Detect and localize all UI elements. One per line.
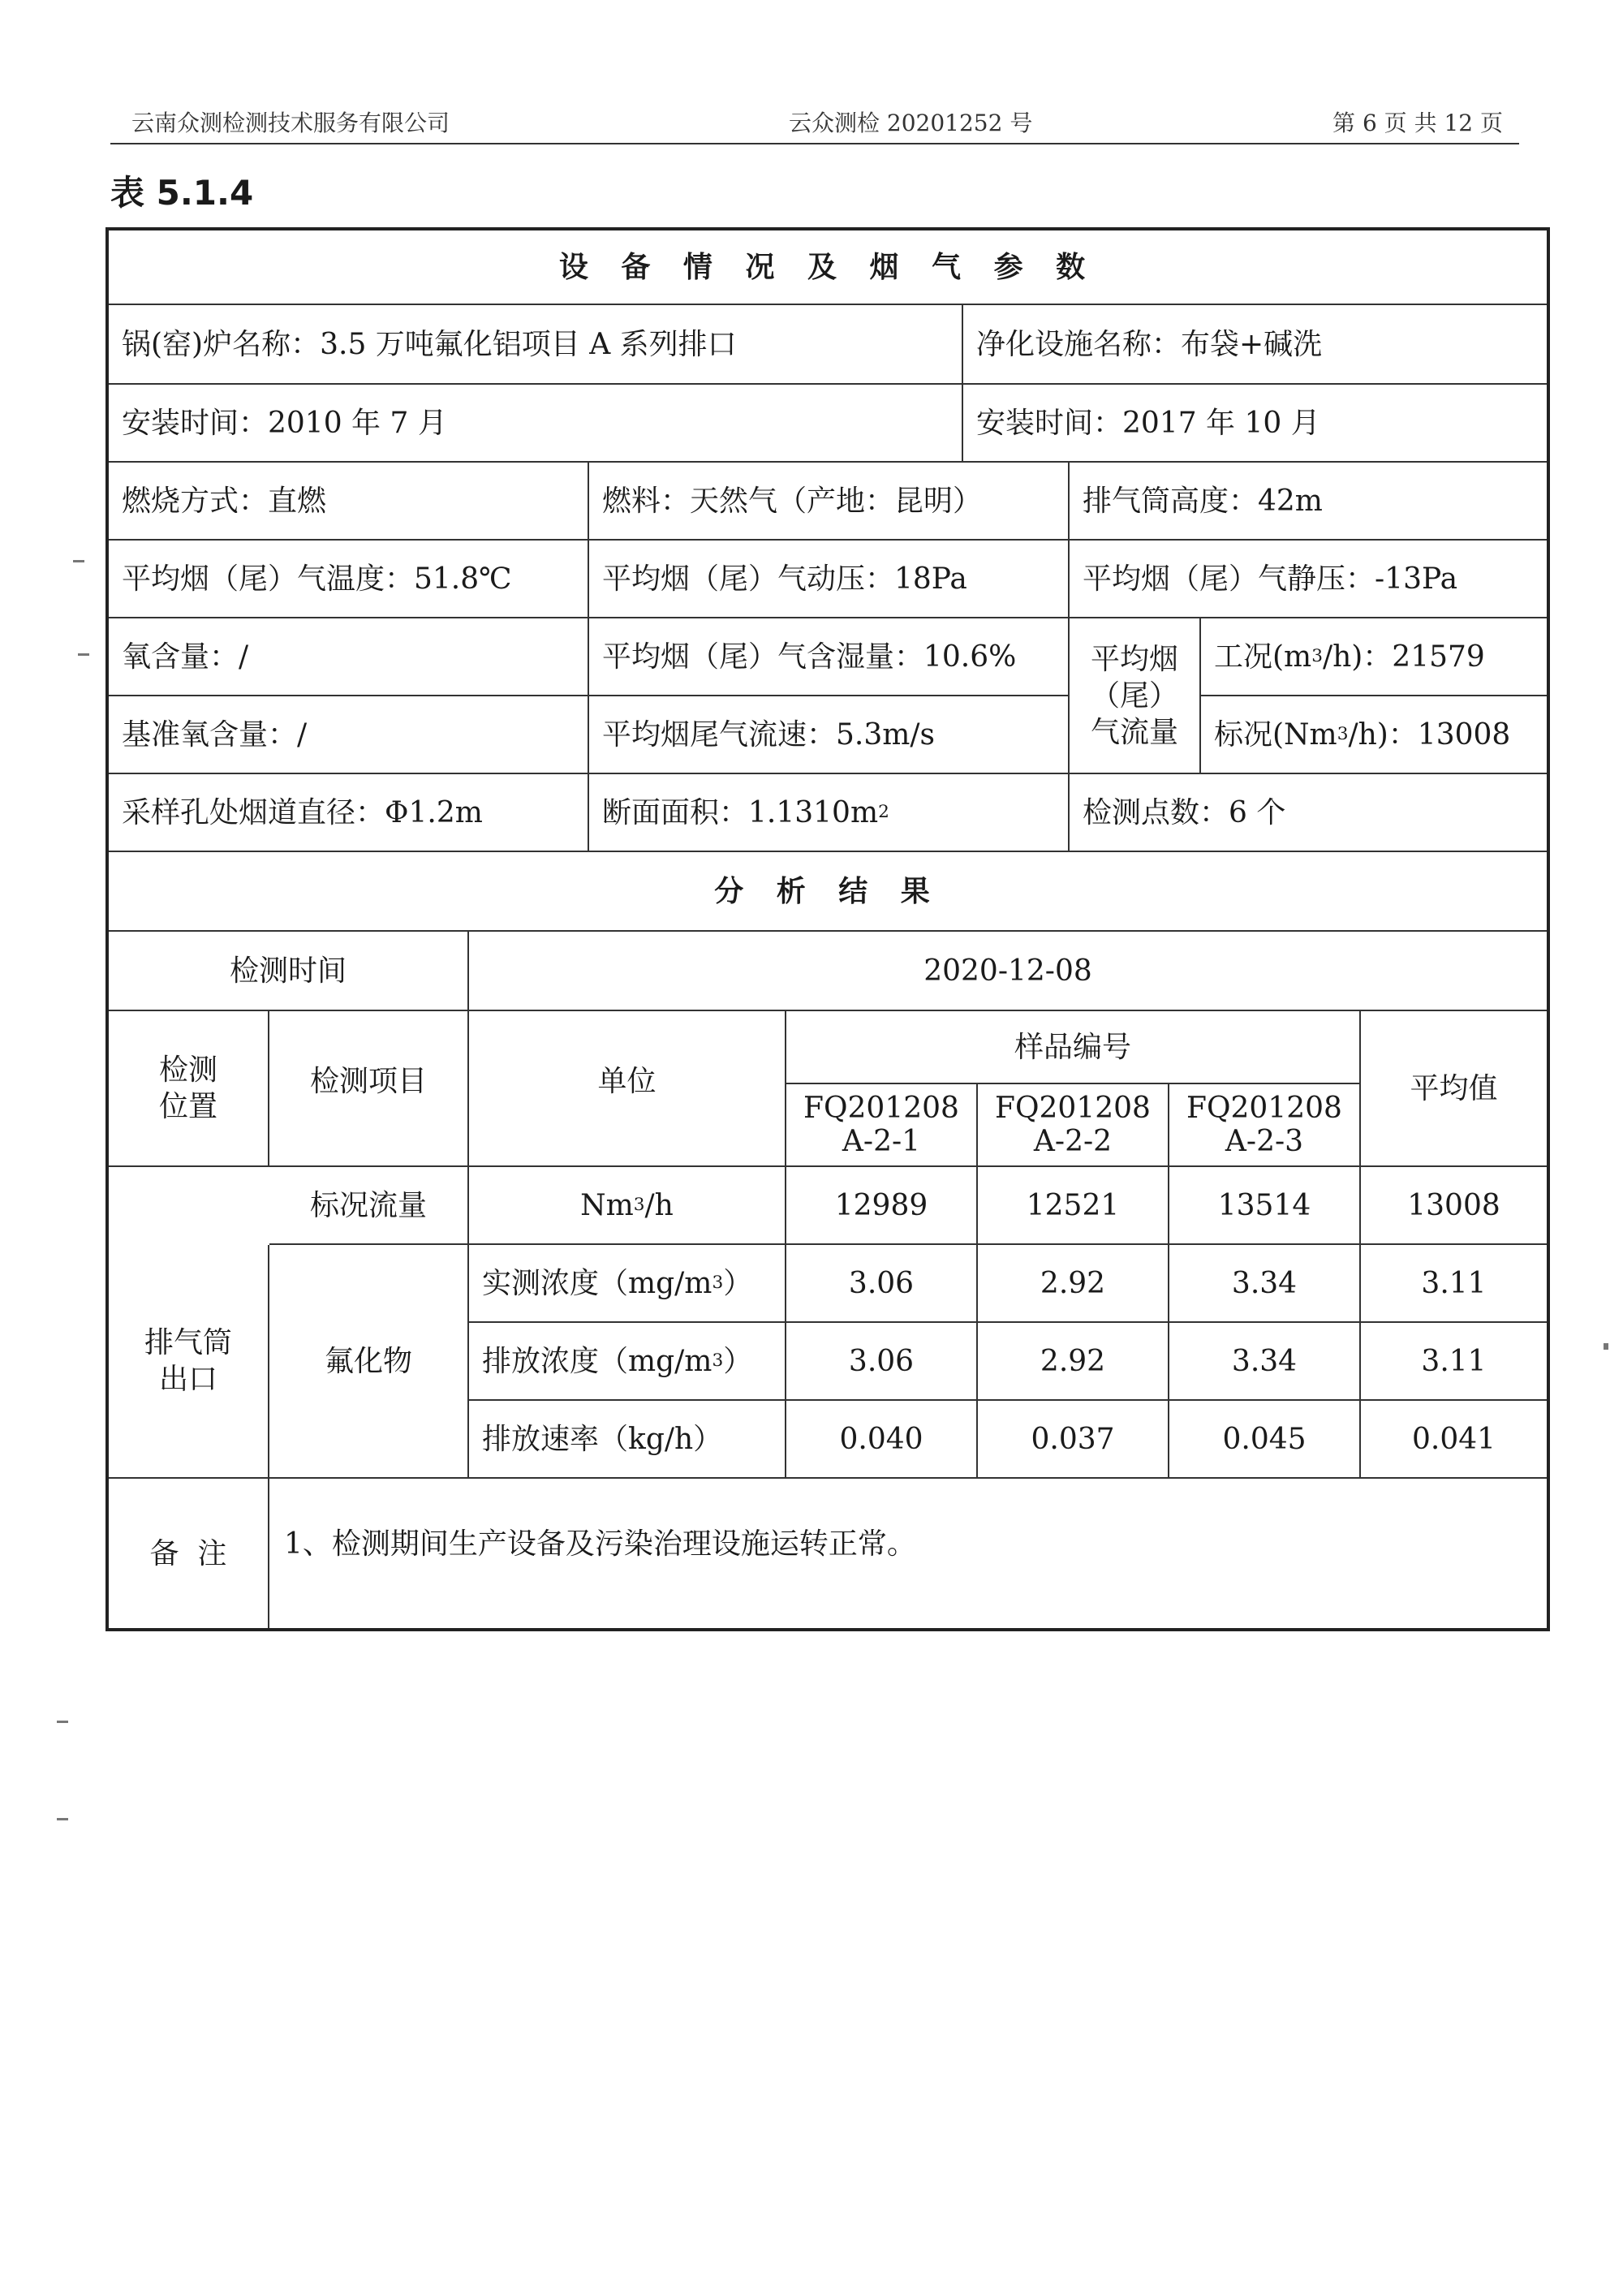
std-flow-value: 12989 xyxy=(786,1167,978,1245)
fuel: 燃料：天然气（产地：昆明） xyxy=(589,463,1070,541)
table-title: 表 5.1.4 xyxy=(110,173,254,213)
table-cell-value: 3.06 xyxy=(786,1245,978,1323)
standard-condition-flow: 标况(Nm 3 /h)：13008 xyxy=(1201,696,1547,774)
table-cell-value: 0.040 xyxy=(786,1401,978,1479)
table-cell-value: 2.92 xyxy=(978,1323,1169,1401)
average-label: 平均值 xyxy=(1361,1011,1547,1167)
remarks-text: 1、检测期间生产设备及污染治理设施运转正常。 xyxy=(284,1527,916,1561)
scan-mark xyxy=(1604,1343,1608,1350)
sample-id-1: FQ201208 A-2-1 xyxy=(786,1084,978,1167)
avg-gas-temperature: 平均烟（尾）气温度：51.8℃ xyxy=(109,541,589,618)
page-header xyxy=(110,102,1519,144)
table-cell-value: 3.06 xyxy=(786,1323,978,1401)
scan-mark xyxy=(57,1818,68,1820)
sample-number-label: 样品编号 xyxy=(786,1011,1361,1084)
table-cell-value: 0.037 xyxy=(978,1401,1169,1479)
detection-date: 2020-12-08 xyxy=(469,932,1547,1011)
std-flow-unit: Nm 3 /h xyxy=(469,1167,786,1245)
purifier-name: 净化设施名称：布袋+碱洗 xyxy=(963,305,1547,385)
equipment-section-title: 设 备 情 况 及 烟 气 参 数 xyxy=(109,230,1547,305)
detection-location-label: 检测 位置 xyxy=(109,1011,269,1167)
std-flow-item: 标况流量 xyxy=(269,1167,469,1245)
std-flow-value: 12521 xyxy=(978,1167,1169,1245)
metric-measured-concentration: 实测浓度（mg/m 3 ） xyxy=(469,1245,786,1323)
page-info: 第 6 页 共 12 页 xyxy=(1332,110,1503,136)
detection-points: 检测点数：6 个 xyxy=(1070,774,1547,852)
base-oxygen-content: 基准氧含量：/ xyxy=(109,696,589,774)
purifier-install-time: 安装时间：2017 年 10 月 xyxy=(963,385,1547,463)
unit-label: 单位 xyxy=(469,1011,786,1167)
duct-diameter: 采样孔处烟道直径：Φ1.2m xyxy=(109,774,589,852)
flow-label-line: 平均烟 xyxy=(1090,642,1178,676)
sample-id-3: FQ201208 A-2-3 xyxy=(1169,1084,1361,1167)
detection-time-label: 检测时间 xyxy=(109,932,469,1011)
scan-mark xyxy=(57,1721,68,1723)
equipment-analysis-table xyxy=(105,227,1550,1631)
stack-outlet-location: 排气筒 出口 xyxy=(109,1245,269,1479)
avg-flow-label xyxy=(1070,618,1201,774)
avg-humidity: 平均烟（尾）气含湿量：10.6% xyxy=(589,618,1070,696)
metric-emission-rate: 排放速率（kg/h） xyxy=(469,1401,786,1479)
flow-label-line: 气流量 xyxy=(1090,715,1178,749)
scan-mark xyxy=(73,560,84,562)
table-cell-average: 3.11 xyxy=(1361,1245,1547,1323)
combustion-method: 燃烧方式：直燃 xyxy=(109,463,589,541)
stack-height: 排气筒高度：42m xyxy=(1070,463,1547,541)
report-number: 云众测检 20201252 号 xyxy=(789,110,1033,136)
table-cell-average: 3.11 xyxy=(1361,1323,1547,1401)
table-cell-average: 0.041 xyxy=(1361,1401,1547,1479)
remarks-label: 备 注 xyxy=(109,1479,269,1628)
avg-flow-velocity: 平均烟尾气流速：5.3m/s xyxy=(589,696,1070,774)
oxygen-content: 氧含量：/ xyxy=(109,618,589,696)
metric-emission-concentration: 排放浓度（mg/m 3 ） xyxy=(469,1323,786,1401)
table-cell-value: 0.045 xyxy=(1169,1401,1361,1479)
flow-label-line: （尾） xyxy=(1090,678,1178,713)
boiler-install-time: 安装时间：2010 年 7 月 xyxy=(109,385,963,463)
table-cell-value: 3.34 xyxy=(1169,1245,1361,1323)
work-condition-flow: 工况(m 3 /h)：21579 xyxy=(1201,618,1547,696)
detection-item-label: 检测项目 xyxy=(269,1011,469,1167)
cross-section-area: 断面面积：1.1310m 2 xyxy=(589,774,1070,852)
table-cell-value: 3.34 xyxy=(1169,1323,1361,1401)
avg-static-pressure: 平均烟（尾）气静压：-13Pa xyxy=(1070,541,1547,618)
pollutant-name: 氟化物 xyxy=(269,1245,469,1479)
scan-mark xyxy=(78,653,89,656)
std-flow-value: 13514 xyxy=(1169,1167,1361,1245)
sample-id-2: FQ201208 A-2-2 xyxy=(978,1084,1169,1167)
boiler-name: 锅(窑)炉名称：3.5 万吨氟化铝项目 A 系列排口 xyxy=(109,305,963,385)
avg-dynamic-pressure: 平均烟（尾）气动压：18Pa xyxy=(589,541,1070,618)
analysis-section-title: 分 析 结 果 xyxy=(109,852,1547,932)
table-cell-value: 2.92 xyxy=(978,1245,1169,1323)
company-name: 云南众测检测技术服务有限公司 xyxy=(131,110,450,136)
std-flow-average: 13008 xyxy=(1361,1167,1547,1245)
